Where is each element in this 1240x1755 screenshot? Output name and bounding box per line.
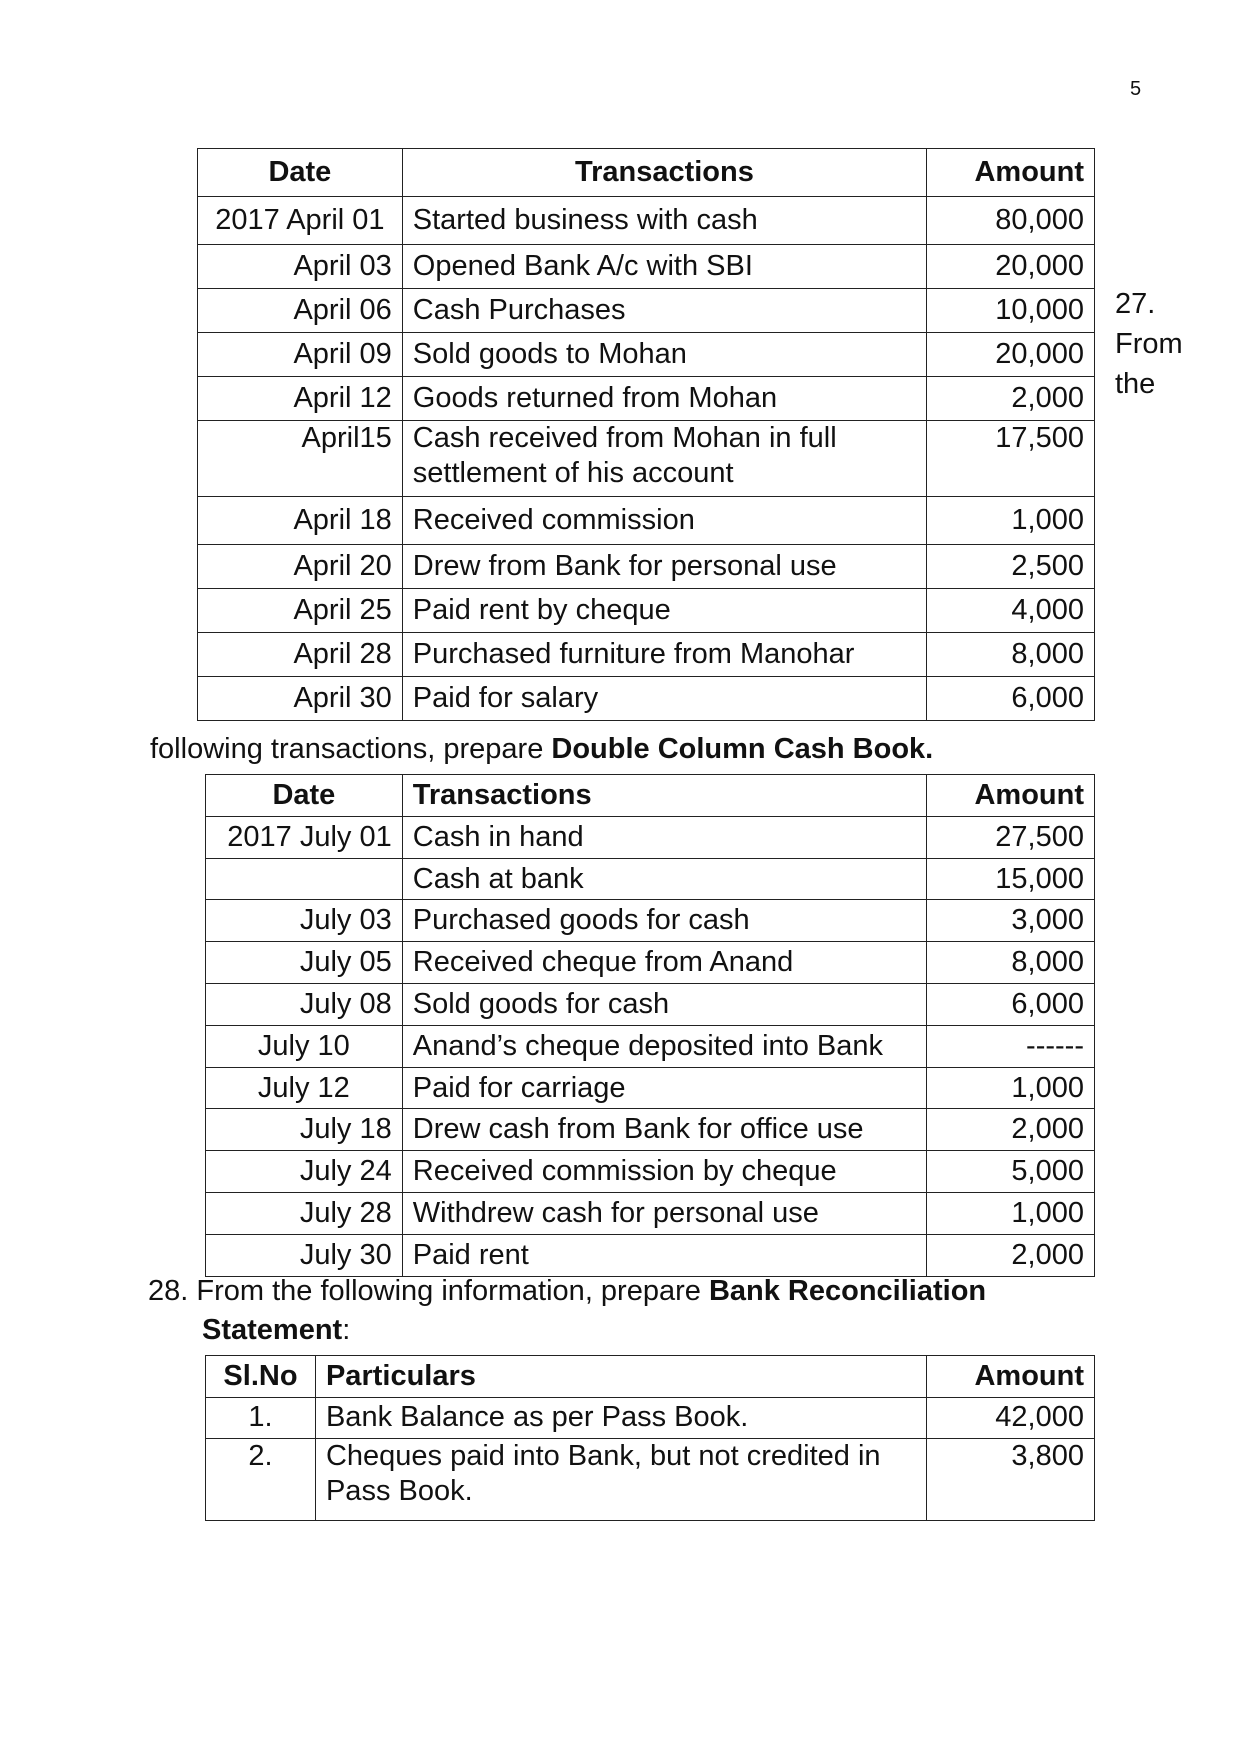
table-row bbox=[198, 421, 1095, 497]
date-cell: 2017 July 01 bbox=[206, 816, 403, 858]
table-header-row bbox=[206, 775, 1095, 817]
amount-cell: 27,500 bbox=[927, 816, 1095, 858]
transaction-cell: Withdrew cash for personal use bbox=[402, 1192, 926, 1234]
amount-cell: 2,500 bbox=[927, 545, 1095, 589]
instruction-suffix: : bbox=[342, 1314, 351, 1346]
page-number: 5 bbox=[1130, 78, 1142, 100]
transaction-cell: Cash Purchases bbox=[402, 289, 926, 333]
table-row bbox=[206, 1025, 1095, 1067]
amount-cell: ------ bbox=[927, 1025, 1095, 1067]
date-cell: July 28 bbox=[206, 1192, 403, 1234]
transaction-cell: Received cheque from Anand bbox=[402, 942, 926, 984]
amount-cell: 5,000 bbox=[927, 1151, 1095, 1193]
side-text-line: From bbox=[1115, 328, 1183, 360]
table-row bbox=[198, 633, 1095, 677]
table-row bbox=[206, 900, 1095, 942]
amount-cell: 2,000 bbox=[927, 1109, 1095, 1151]
date-cell bbox=[206, 858, 403, 900]
date-cell: April 20 bbox=[198, 545, 403, 589]
table-row bbox=[198, 677, 1095, 721]
amount-cell: 80,000 bbox=[927, 197, 1095, 245]
transaction-cell: Paid for salary bbox=[402, 677, 926, 721]
table-row bbox=[206, 1397, 1095, 1439]
column-header-date: Date bbox=[206, 775, 403, 817]
table-row bbox=[206, 1439, 1095, 1521]
table-row bbox=[206, 1192, 1095, 1234]
table-row bbox=[206, 1151, 1095, 1193]
date-cell: April 28 bbox=[198, 633, 403, 677]
table-row bbox=[206, 1067, 1095, 1109]
date-cell: April 30 bbox=[198, 677, 403, 721]
table-row bbox=[206, 816, 1095, 858]
date-cell: April15 bbox=[198, 421, 403, 497]
transaction-cell: Drew cash from Bank for office use bbox=[402, 1109, 926, 1151]
transaction-cell: Purchased goods for cash bbox=[402, 900, 926, 942]
amount-cell: 10,000 bbox=[927, 289, 1095, 333]
date-cell: July 08 bbox=[206, 983, 403, 1025]
transaction-cell: Paid rent by cheque bbox=[402, 589, 926, 633]
question-28-instruction bbox=[148, 1275, 986, 1308]
amount-cell: 4,000 bbox=[927, 589, 1095, 633]
amount-cell: 6,000 bbox=[927, 983, 1095, 1025]
table-row bbox=[198, 245, 1095, 289]
amount-cell: 2,000 bbox=[927, 377, 1095, 421]
date-cell: July 03 bbox=[206, 900, 403, 942]
date-cell: April 12 bbox=[198, 377, 403, 421]
transactions-table-april bbox=[197, 148, 1095, 721]
date-cell: July 05 bbox=[206, 942, 403, 984]
instruction-text: following transactions, prepare bbox=[150, 733, 552, 765]
transaction-cell: Opened Bank A/c with SBI bbox=[402, 245, 926, 289]
sl-no-cell: 2. bbox=[206, 1439, 316, 1521]
table-row bbox=[198, 197, 1095, 245]
date-cell: July 10 bbox=[206, 1025, 403, 1067]
side-text-line: the bbox=[1115, 368, 1156, 400]
amount-cell: 15,000 bbox=[927, 858, 1095, 900]
table-row bbox=[206, 1234, 1095, 1276]
date-cell: April 18 bbox=[198, 497, 403, 545]
amount-cell: 8,000 bbox=[927, 942, 1095, 984]
column-header-amount: Amount bbox=[927, 775, 1095, 817]
table-row bbox=[206, 858, 1095, 900]
amount-cell: 2,000 bbox=[927, 1234, 1095, 1276]
amount-cell: 20,000 bbox=[927, 333, 1095, 377]
column-header-amount: Amount bbox=[927, 1356, 1095, 1398]
column-header-date: Date bbox=[198, 149, 403, 197]
transaction-cell: Started business with cash bbox=[402, 197, 926, 245]
amount-cell: 8,000 bbox=[927, 633, 1095, 677]
question-27-side-text bbox=[1115, 284, 1183, 404]
transaction-cell: Paid for carriage bbox=[402, 1067, 926, 1109]
transaction-cell: Sold goods for cash bbox=[402, 983, 926, 1025]
sl-no-cell: 1. bbox=[206, 1397, 316, 1439]
date-cell: July 18 bbox=[206, 1109, 403, 1151]
transaction-cell: Cash in hand bbox=[402, 816, 926, 858]
amount-cell: 1,000 bbox=[927, 1192, 1095, 1234]
transaction-cell: Cash received from Mohan in full settlement of his account bbox=[402, 421, 926, 497]
transaction-cell: Drew from Bank for personal use bbox=[402, 545, 926, 589]
date-cell: April 25 bbox=[198, 589, 403, 633]
date-cell: April 06 bbox=[198, 289, 403, 333]
table-row bbox=[198, 589, 1095, 633]
table-row bbox=[198, 333, 1095, 377]
date-cell: April 03 bbox=[198, 245, 403, 289]
transaction-cell: Purchased furniture from Manohar bbox=[402, 633, 926, 677]
table-row bbox=[198, 377, 1095, 421]
instruction-emphasis: Statement bbox=[202, 1314, 343, 1346]
instruction-emphasis: Double Column Cash Book. bbox=[551, 733, 934, 765]
table-row bbox=[198, 289, 1095, 333]
bank-reconciliation-table bbox=[205, 1355, 1095, 1521]
table-row bbox=[206, 983, 1095, 1025]
transaction-cell: Sold goods to Mohan bbox=[402, 333, 926, 377]
amount-cell: 20,000 bbox=[927, 245, 1095, 289]
column-header-particulars: Particulars bbox=[315, 1356, 926, 1398]
transaction-cell: Received commission bbox=[402, 497, 926, 545]
transaction-cell: Paid rent bbox=[402, 1234, 926, 1276]
column-header-transactions: Transactions bbox=[402, 775, 926, 817]
question-27-instruction bbox=[150, 733, 933, 766]
transaction-cell: Received commission by cheque bbox=[402, 1151, 926, 1193]
transaction-cell: Goods returned from Mohan bbox=[402, 377, 926, 421]
table-header-row bbox=[206, 1356, 1095, 1398]
amount-cell: 3,000 bbox=[927, 900, 1095, 942]
transaction-cell: Anand’s cheque deposited into Bank bbox=[402, 1025, 926, 1067]
table-row bbox=[198, 497, 1095, 545]
date-cell: July 30 bbox=[206, 1234, 403, 1276]
amount-cell: 6,000 bbox=[927, 677, 1095, 721]
amount-cell: 17,500 bbox=[927, 421, 1095, 497]
column-header-sl-no: Sl.No bbox=[206, 1356, 316, 1398]
amount-cell: 1,000 bbox=[927, 497, 1095, 545]
table-row bbox=[206, 942, 1095, 984]
question-28-instruction-line-2 bbox=[202, 1314, 350, 1347]
transactions-table-july bbox=[205, 774, 1095, 1277]
particulars-cell: Bank Balance as per Pass Book. bbox=[315, 1397, 926, 1439]
date-cell: April 09 bbox=[198, 333, 403, 377]
transaction-cell: Cash at bank bbox=[402, 858, 926, 900]
amount-cell: 1,000 bbox=[927, 1067, 1095, 1109]
amount-cell: 42,000 bbox=[927, 1397, 1095, 1439]
particulars-cell: Cheques paid into Bank, but not credited in Pass Book. bbox=[315, 1439, 926, 1521]
instruction-text: 28. From the following information, prepare bbox=[148, 1275, 709, 1307]
table-header-row bbox=[198, 149, 1095, 197]
instruction-emphasis: Bank Reconciliation bbox=[708, 1275, 987, 1307]
column-header-transactions: Transactions bbox=[402, 149, 926, 197]
column-header-amount: Amount bbox=[927, 149, 1095, 197]
date-cell: July 24 bbox=[206, 1151, 403, 1193]
date-cell: July 12 bbox=[206, 1067, 403, 1109]
date-cell: 2017 April 01 bbox=[198, 197, 403, 245]
amount-cell: 3,800 bbox=[927, 1439, 1095, 1521]
table-row bbox=[206, 1109, 1095, 1151]
table-row bbox=[198, 545, 1095, 589]
question-number: 27. bbox=[1115, 288, 1156, 320]
